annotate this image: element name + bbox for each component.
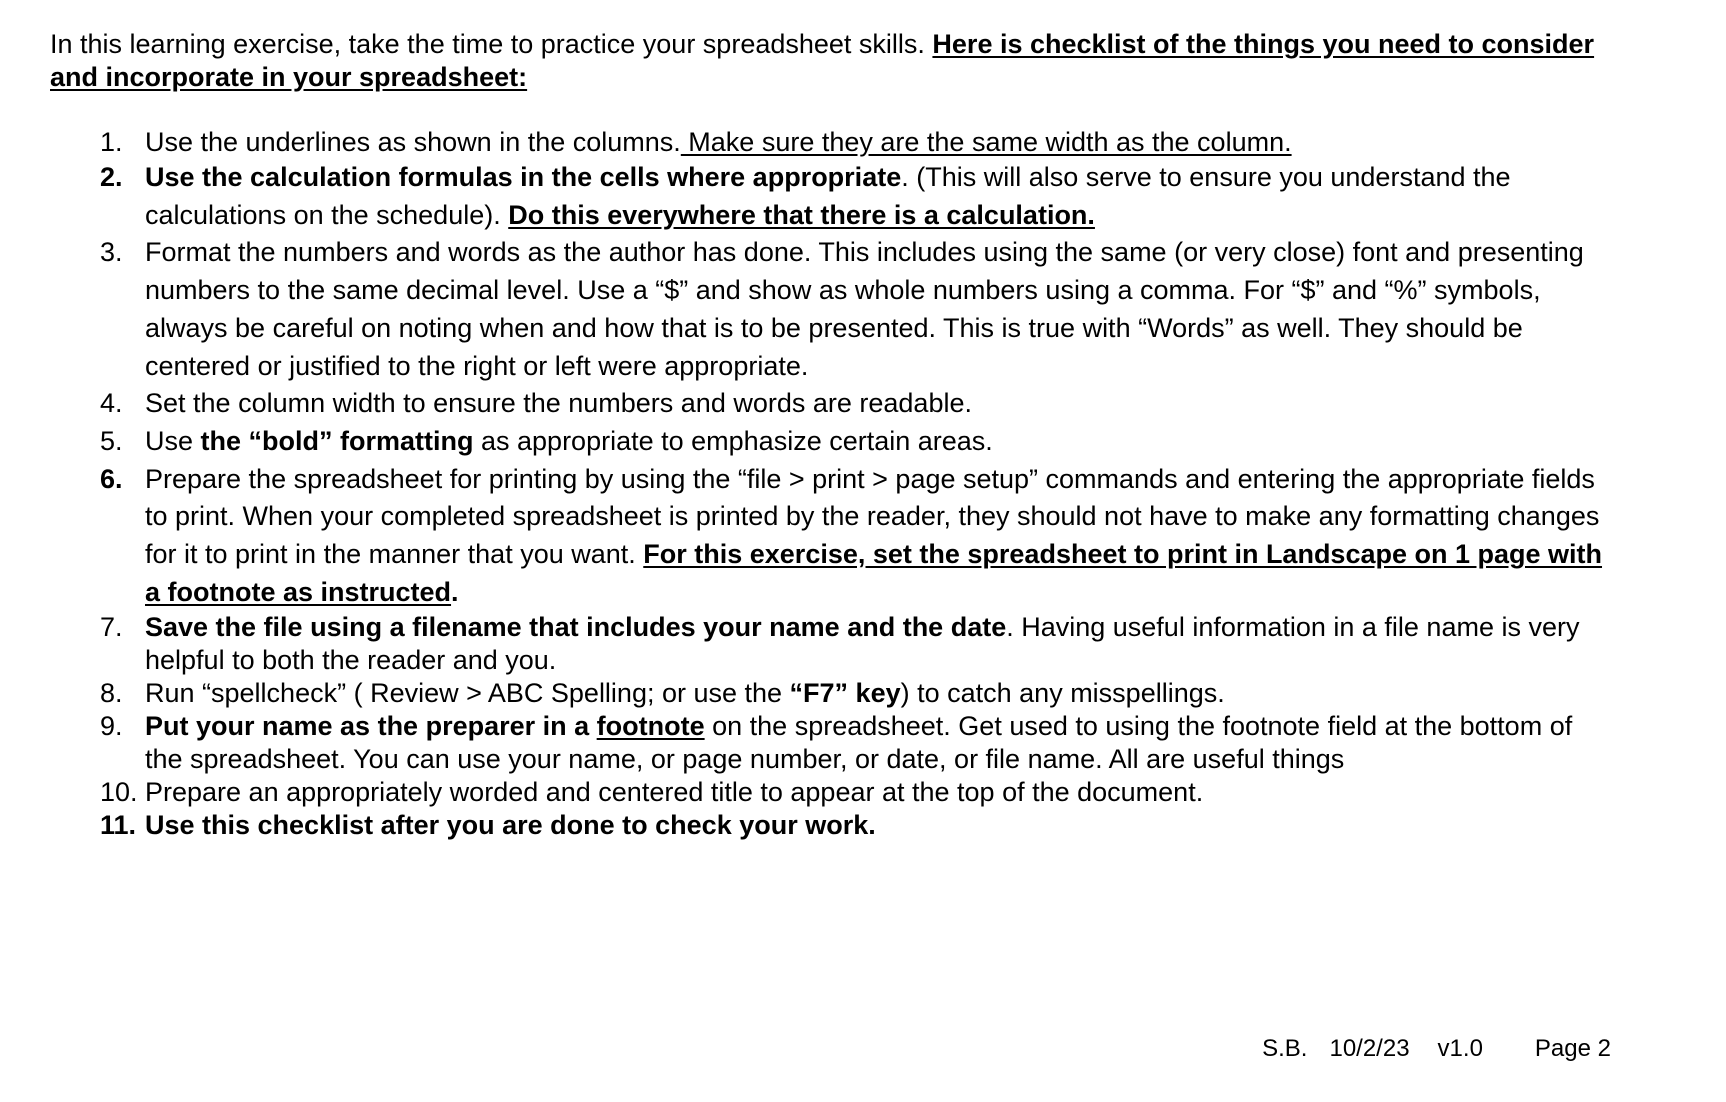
- item-number: 7.: [100, 612, 123, 643]
- checklist-item-5: [50, 423, 1610, 461]
- page-footer: [1262, 1034, 1611, 1064]
- intro-text: In this learning exercise, take the time to practice your spreadsheet skills.: [50, 29, 933, 59]
- item-number: 3.: [100, 237, 123, 268]
- checklist-item-6: [50, 461, 1610, 612]
- checklist-item-11: [50, 809, 1610, 842]
- footer-page-number: Page 2: [1534, 1035, 1611, 1062]
- item-bold-text: Save the file using a filename that includes your name and the date: [145, 612, 1007, 643]
- item-text-end: as appropriate to emphasize certain areas.: [473, 425, 993, 456]
- item-number: 4.: [100, 388, 123, 419]
- checklist-item-8: [50, 677, 1610, 710]
- footer-version: v1.0: [1437, 1035, 1483, 1062]
- item-number: 2.: [100, 162, 123, 192]
- checklist-item-2: [50, 159, 1610, 234]
- item-text: Use the underlines as shown in the columns.: [145, 127, 681, 157]
- checklist: [50, 126, 1610, 842]
- item-number: 6.: [100, 463, 123, 494]
- item-emphasis-text: footnote: [596, 711, 705, 742]
- checklist-item-10: [50, 776, 1610, 809]
- item-text: . Having useful information in a file name is very helpful to both the reader and you.: [145, 612, 1580, 676]
- checklist-item-4: [50, 385, 1610, 423]
- item-number: 9.: [100, 711, 123, 742]
- item-bold-text: the “bold” formatting: [200, 425, 474, 456]
- checklist-item-3: [50, 234, 1610, 385]
- item-underlined-text: Make sure they are the same width as the column.: [680, 127, 1292, 157]
- checklist-item-7: [50, 611, 1610, 677]
- item-bold-text: “F7” key: [789, 678, 901, 709]
- item-bold-text: Use this checklist after you are done to check your work.: [145, 810, 876, 841]
- item-text: Prepare the spreadsheet for printing by using the “file > print > page setup” commands and entering the appropriate fields to print. When your completed spreadsheet is printed by the reader, they should not have to make any formatting changes for it to print in the manner that you want.: [145, 463, 1600, 570]
- item-text: Use: [145, 425, 201, 456]
- item-number: 10.: [100, 777, 138, 808]
- item-bold-text: Use the calculation formulas in the cells where appropriate: [145, 162, 902, 192]
- item-emphasis-text: For this exercise, set the spreadsheet to print in Landscape on 1 page with a footnote as instructed: [145, 539, 1603, 607]
- item-number: 11.: [100, 810, 137, 841]
- checklist-item-1: [50, 126, 1610, 159]
- intro-emphasis: Here is checklist of the things you need to consider and incorporate in your spreadsheet:: [50, 29, 1595, 92]
- item-emphasis-text: Do this everywhere that there is a calculation.: [508, 199, 1095, 230]
- item-text: Prepare an appropriately worded and centered title to appear at the top of the document.: [145, 777, 1204, 808]
- item-text: Run “spellcheck” ( Review > ABC Spelling; or use the: [145, 678, 790, 709]
- checklist-item-9: [50, 710, 1610, 776]
- item-text: Format the numbers and words as the author has done. This includes using the same (or very close) font and presenting numbers to the same decimal level. Use a “$” and show as whole numbers using a comma. For “$” and “%” symbols, always be careful on noting when and how that is to be presented. This is true with “Words” as well. They should be centered or justified to the right or left were appropriate.: [145, 237, 1584, 381]
- item-text-end: on the spreadsheet. Get used to using the footnote field at the bottom of the spreadsheet. You can use your name, or page number, or date, or file name. All are useful things: [145, 711, 1573, 775]
- item-text: Set the column width to ensure the numbers and words are readable.: [145, 388, 972, 419]
- item-text-end: ) to catch any misspellings.: [900, 678, 1225, 709]
- item-number: 8.: [100, 678, 123, 709]
- item-number: 5.: [100, 425, 123, 456]
- footer-date: 10/2/23: [1329, 1035, 1410, 1062]
- footer-initials: S.B.: [1262, 1035, 1308, 1062]
- item-period: .: [451, 576, 459, 607]
- intro-paragraph: [50, 28, 1610, 94]
- item-bold-text: Put your name as the preparer in a: [145, 711, 597, 742]
- item-text: . (This will also serve to ensure you understand the calculations on the schedule).: [145, 162, 1511, 230]
- item-number: 1.: [100, 127, 123, 157]
